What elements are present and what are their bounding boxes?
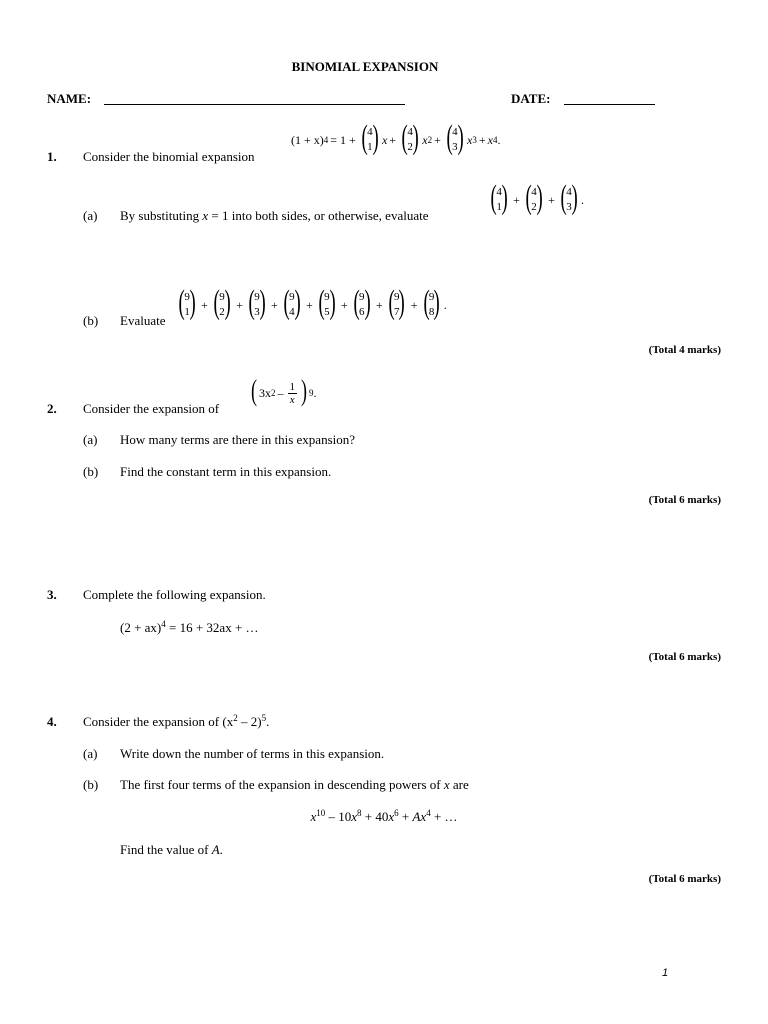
q4a-text: Write down the number of terms in this expansion. [120,746,385,761]
binom-n: 9 [393,291,400,303]
series-exp: 4 [426,808,431,818]
q1-total-marks: (Total 4 marks) [648,344,721,356]
name-label: NAME: [47,91,92,106]
series-var: x [420,809,427,824]
q4b-label: (b) [83,777,99,792]
binomial-coefficient: ( 4 3 ) [446,119,464,156]
q2-number: 2. [47,401,57,416]
binom-n: 9 [219,291,225,303]
binom-k: 3 [566,201,572,213]
series-coef: 40 [375,809,389,824]
binom-n: 4 [566,186,572,198]
series-sep: + … [430,809,458,824]
q3-text: Complete the following expansion. [83,587,266,602]
binomial-coefficient: ( 4 3 ) [560,179,578,216]
expansion-lhs: (1 + x) [291,132,324,147]
q2-total-marks: (Total 6 marks) [648,494,721,506]
q1b-binom-sum: ( 9 1 ) + ( 9 2 ) + ( 9 3 ) + ( 9 4 ) + ( 9 5 ) + ( 9 6 ) + ( 9 7 ) + ( 9 8 ) . [175,285,447,325]
binom-k: 3 [254,306,260,318]
binomial-coefficient: ( 9 2 ) [213,284,231,321]
binomial-coefficient: ( 9 6 ) [353,284,371,321]
q4b-text: The first four terms of the expansion in descending powers of x are [120,777,469,792]
series-var: x [310,809,317,824]
binom-k: 6 [359,306,365,318]
q1b-label: (b) [83,313,99,328]
binom-k: 8 [428,306,435,318]
series-sep: – [325,809,339,824]
binom-k: 1 [367,141,373,153]
binom-k: 3 [452,141,458,153]
binomial-coefficient: ( 9 7 ) [388,284,406,321]
series-var: x [388,809,395,824]
q2a-text: How many terms are there in this expansion? [120,432,356,447]
binom-n: 4 [531,186,537,198]
binom-k: 2 [531,201,537,213]
q2a-label: (a) [83,432,98,447]
q2-expression: ( 3x 2 – $\frac{1}{x}$ ) 9 . [251,374,317,407]
binom-n: 4 [452,126,458,138]
q4-find-text: Find the value of A. [120,842,223,857]
q1b-text: Evaluate [120,313,166,328]
binom-k: 1 [496,201,502,213]
q4-total-marks: (Total 6 marks) [648,873,721,885]
series-coef: 10 [338,809,352,824]
binom-k: 2 [407,141,413,153]
binomial-coefficient: ( 9 4 ) [283,284,301,321]
q4-series [0,809,768,825]
binom-k: 1 [184,306,190,318]
series-exp: 10 [316,808,326,818]
series-sep: + [398,809,413,824]
q1-text: Consider the binomial expansion [83,149,255,164]
date-line [564,104,655,105]
binom-k: 2 [219,306,225,318]
q1a-text: By substituting x = 1 into both sides, or otherwise, evaluate [120,208,429,223]
q4a-label: (a) [83,746,98,761]
series-exp: 8 [357,808,362,818]
binom-n: 9 [289,291,295,303]
binomial-coefficient: ( 9 3 ) [248,284,266,321]
q1-expansion: (1 + x) 4 = 1 + ( 4 1 ) x + ( 4 2 ) x 2 + ( 4 3 ) x 3 + x 4 . [291,119,501,156]
page-title: BINOMIAL EXPANSION [291,59,439,74]
binomial-coefficient: ( 4 2 ) [401,119,419,156]
q4-number: 4. [47,714,57,729]
q1a-binom-sum: ( 4 1 ) + ( 4 2 ) + ( 4 3 ) . [487,180,584,220]
binom-n: 9 [324,291,330,303]
name-line [104,104,405,105]
binomial-coefficient: ( 4 1 ) [490,179,508,216]
binomial-coefficient: ( 9 8 ) [423,284,441,321]
q3-expression: (2 + ax)$^4$ = 16 + 32ax + … [120,619,259,635]
q1-number: 1. [47,149,57,164]
binom-k: 4 [289,306,295,318]
binom-n: 4 [367,126,373,138]
binom-k: 5 [324,306,330,318]
series-coef: A [412,809,421,824]
binom-n: 4 [496,186,502,198]
q2b-label: (b) [83,464,99,479]
q2-text: Consider the expansion of [83,401,220,416]
q3-total-marks: (Total 6 marks) [648,651,721,663]
binom-n: 4 [407,126,413,138]
binom-n: 9 [184,291,190,303]
page-number: 1 [662,967,669,979]
binom-n: 9 [254,291,260,303]
q3-number: 3. [47,587,57,602]
date-label: DATE: [511,91,551,106]
q4-text: Consider the expansion of $(x^2 - 2)^5$. [83,713,270,729]
binomial-coefficient: ( 4 2 ) [525,179,543,216]
binom-n: 9 [428,291,435,303]
q1a-label: (a) [83,208,98,223]
q2b-text: Find the constant term in this expansion. [120,464,332,479]
binom-n: 9 [359,291,365,303]
binomial-coefficient: ( 4 1 ) [361,119,379,156]
binomial-coefficient: ( 9 5 ) [318,284,336,321]
binomial-coefficient: ( 9 1 ) [178,284,196,321]
binom-k: 7 [393,306,400,318]
series-sep: + [361,809,376,824]
series-exp: 6 [394,808,399,818]
series-var: x [351,809,357,824]
